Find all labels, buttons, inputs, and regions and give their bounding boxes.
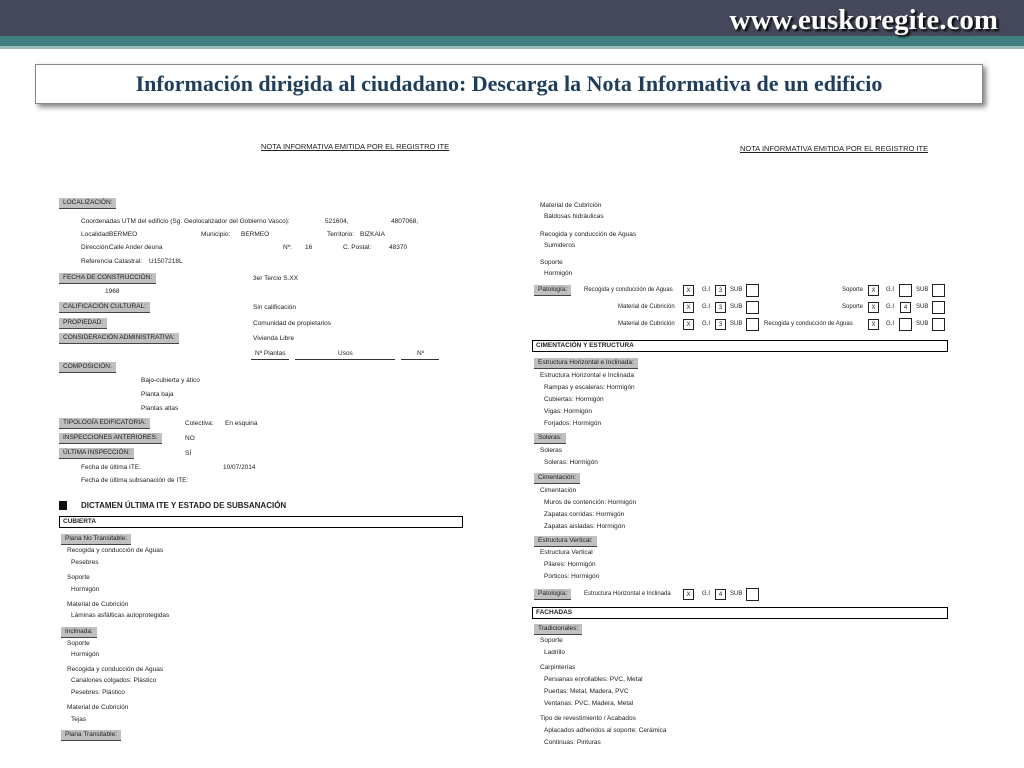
pathology-item: Estructura Horizontal e Inclinada [584,591,671,597]
section-label: Cimentación: [534,473,580,484]
sub-label: SUB [730,321,743,327]
sub-checkbox [746,301,759,314]
field-value: Sin calificación [253,304,296,311]
list-item: Muros de contención: Hormigón [544,499,637,506]
sub-label: SUB [916,287,929,293]
section-label: Estructura Vertical: [534,536,597,547]
field-label: Colectiva: [185,420,214,427]
field-label: Territorio: [327,231,355,238]
section-label: ÚLTIMA INSPECCIÓN: [59,448,134,459]
field-value: 10/07/2014 [223,464,256,471]
section-label: Plana Transitable: [61,730,121,741]
field-label: Carpinterías [540,664,576,671]
field-label: C. Postal: [343,244,372,251]
field-label: Fecha de última ITE: [81,464,141,471]
gi-value: 4 [900,302,911,313]
field-value: NO [185,435,195,442]
list-item: Pórticos: Hormigón [544,573,600,580]
sub-label: SUB [730,304,743,310]
list-item: Persianas enrollables: PVC, Metal [544,676,643,683]
site-url[interactable]: www.euskoregite.com [729,4,998,36]
field-value: 4807068, [391,218,419,225]
section-label: Patología: [534,589,571,600]
field-value: Sumideros [544,242,576,249]
list-item: Planta baja [141,391,174,398]
field-value: Canalones colgados: Plástico [71,677,157,684]
checkbox-x: X [683,285,694,296]
field-label: Soleras [540,447,563,454]
doc-heading: NOTA INFORMATIVA EMITIDA POR EL REGISTRO ITE [740,144,929,153]
column-rule [295,359,395,360]
section-label: CONSIDERACIÓN ADMINISTRATIVA: [59,333,179,344]
pathology-item: Soporte [842,287,864,293]
field-label: Estructura Vertical [540,549,593,556]
field-value: Tejas [71,716,87,723]
gi-label: G.I [886,321,895,327]
sub-checkbox [932,284,945,297]
list-item: Cubiertas: Hormigón [544,396,604,403]
column-rule [251,359,289,360]
checkbox-x: X [683,302,694,313]
list-item: Ventanas: PVC, Madera, Metal [544,700,634,707]
sub-checkbox [746,318,759,331]
field-label: Soporte [67,574,90,581]
field-label: Cimentación [540,487,577,494]
field-label: Municipio: [201,231,231,238]
accent-line [0,46,1024,49]
section-marker [59,501,67,510]
sub-label: SUB [916,321,929,327]
gi-value: 4 [715,589,726,600]
table-header: Usos [338,350,353,357]
section-label: LOCALIZACIÓN: [59,198,116,209]
table-header: Nº [417,350,425,357]
subsection-box: CUBIERTA [59,516,463,528]
sub-label: SUB [730,591,743,597]
field-value: Ladrillo [544,649,565,656]
section-label: Tradicionales: [534,624,582,635]
pathology-item: Recogida y conducción de Aguas [584,287,673,293]
field-value: BERMEO [241,231,270,238]
field-value: Hormigón [71,651,100,658]
sub-label: SUB [916,304,929,310]
sub-checkbox [932,318,945,331]
field-value: Pesebres [71,559,99,566]
list-item: Forjados: Hormigón [544,420,602,427]
title-box [35,64,983,104]
checkbox-x: X [683,319,694,330]
section-label: COMPOSICIÓN: [59,362,116,373]
field-label: Recogida y conducción de Aguas [540,231,637,238]
list-item: Puertas: Metal, Madera, PVC [544,688,629,695]
section-label: Patología: [534,285,571,296]
gi-value: 3 [715,302,726,313]
field-label: Localidad: [81,231,111,238]
gi-label: G.I [702,287,711,293]
field-label: Material de Cubrición [67,601,129,608]
field-label: Recogida y conducción de Aguas [67,547,164,554]
document-page-left [55,130,475,760]
section-label: PROPIEDAD: [59,318,107,329]
field-label: Soporte [67,640,90,647]
field-value: 3er Tercio S.XX [253,275,299,282]
field-value: BERMEO [109,231,138,238]
field-value: Vivienda Libre [253,335,295,342]
subsection-box: FACHADAS [532,607,948,619]
section-heading: DICTAMEN ÚLTIMA ITE Y ESTADO DE SUBSANACIÓN [59,501,286,511]
gi-empty [899,318,912,331]
gi-value: 3 [715,285,726,296]
checkbox-x: X [868,302,879,313]
field-label: Material de Cubrición [540,202,602,209]
pathology-item: Recogida y conducción de Aguas [764,321,853,327]
field-label: Fecha de última subsanación de ITE: [81,477,189,484]
sub-label: SUB [730,287,743,293]
section-label: FECHA DE CONSTRUCCIÓN: [59,273,156,284]
gi-value: 3 [715,319,726,330]
field-value: Hormigón [544,270,573,277]
sub-checkbox [746,588,759,601]
field-value: Pesebres: Plástico [71,689,125,696]
section-label: Inclinada: [61,627,97,638]
doc-heading: NOTA INFORMATIVA EMITIDA POR EL REGISTRO ITE [261,142,450,151]
field-value: Hormigón [71,586,100,593]
gi-label: G.I [702,304,711,310]
list-item: Continuas: Pinturas [544,739,601,746]
section-label: Plana No Transitable: [61,534,131,545]
field-value: 521604, [325,218,349,225]
pathology-item: Material de Cubrición [618,304,675,310]
list-item: Pilares: Hormigón [544,561,596,568]
section-label: Estructura Horizontal e Inclinada: [534,358,638,369]
field-label: Estructura Horizontal e Inclinada [540,372,634,379]
field-value: Láminas asfálticas autoprotegidas [71,612,170,619]
field-value: Calle Ander deuna [109,244,163,251]
subsection-box: CIMENTACIÓN Y ESTRUCTURA [532,340,948,352]
list-item: Vigas: Hormigón [544,408,592,415]
section-label: INSPECCIONES ANTERIORES: [59,433,162,444]
checkbox-x: X [868,285,879,296]
field-label: Soporte [540,637,563,644]
gi-empty [899,284,912,297]
list-item: Rampas y escaleras: Hormigón [544,384,635,391]
list-item: Zapatas aisladas: Hormigón [544,523,625,530]
sub-checkbox [746,284,759,297]
field-label: Nº: [283,244,292,251]
field-value: Comunidad de propietarios [253,320,332,327]
field-value: 48370 [389,244,408,251]
section-label: Soleras: [534,433,566,444]
field-value: 16 [305,244,313,251]
section-label: TIPOLOGÍA EDIFICATORIA: [59,418,150,429]
field-value: 1968 [105,288,120,295]
pathology-item: Material de Cubrición [618,321,675,327]
gi-label: G.I [702,321,711,327]
accent-bar [0,36,1024,46]
list-item: Aplacados adheridos al soporte: Cerámica [544,727,667,734]
section-label: CALIFICACIÓN CULTURAL: [59,302,150,313]
field-label: Material de Cubrición [67,704,129,711]
field-label: Referencia Catastral: [81,258,143,265]
list-item: Bajo-cubierta y ático [141,377,200,384]
list-item: Plantas altas [141,405,179,412]
field-label: Coordenadas UTM del edificio (Sg. Geolocalizador del Gobierno Vasco): [81,218,290,225]
field-value: SÍ [185,450,192,457]
field-label: Dirección: [81,244,110,251]
document-page-right [528,130,958,760]
field-value: U1507218L [149,258,183,265]
checkbox-x: X [868,319,879,330]
gi-label: G.I [886,304,895,310]
column-rule [401,359,439,360]
field-value: En esquina [225,420,258,427]
sub-checkbox [932,301,945,314]
field-value: BIZKAIA [360,231,385,238]
field-label: Recogida y conducción de Aguas [67,666,164,673]
pathology-item: Soporte [842,304,864,310]
table-header: Nº Plantas [255,350,286,357]
list-item: Zapatas corridas: Hormigón [544,511,625,518]
slide-title: Información dirigida al ciudadano: Descarga la Nota Informativa de un edificio [135,71,883,96]
field-label: Soporte [540,259,563,266]
list-item: Soleras: Hormigón [544,459,598,466]
gi-label: G.I [886,287,895,293]
checkbox-x: X [683,589,694,600]
gi-label: G.I [702,591,711,597]
field-value: Baldosas hidráulicas [544,213,604,220]
field-label: Tipo de revestimiento / Acabados [540,715,636,722]
